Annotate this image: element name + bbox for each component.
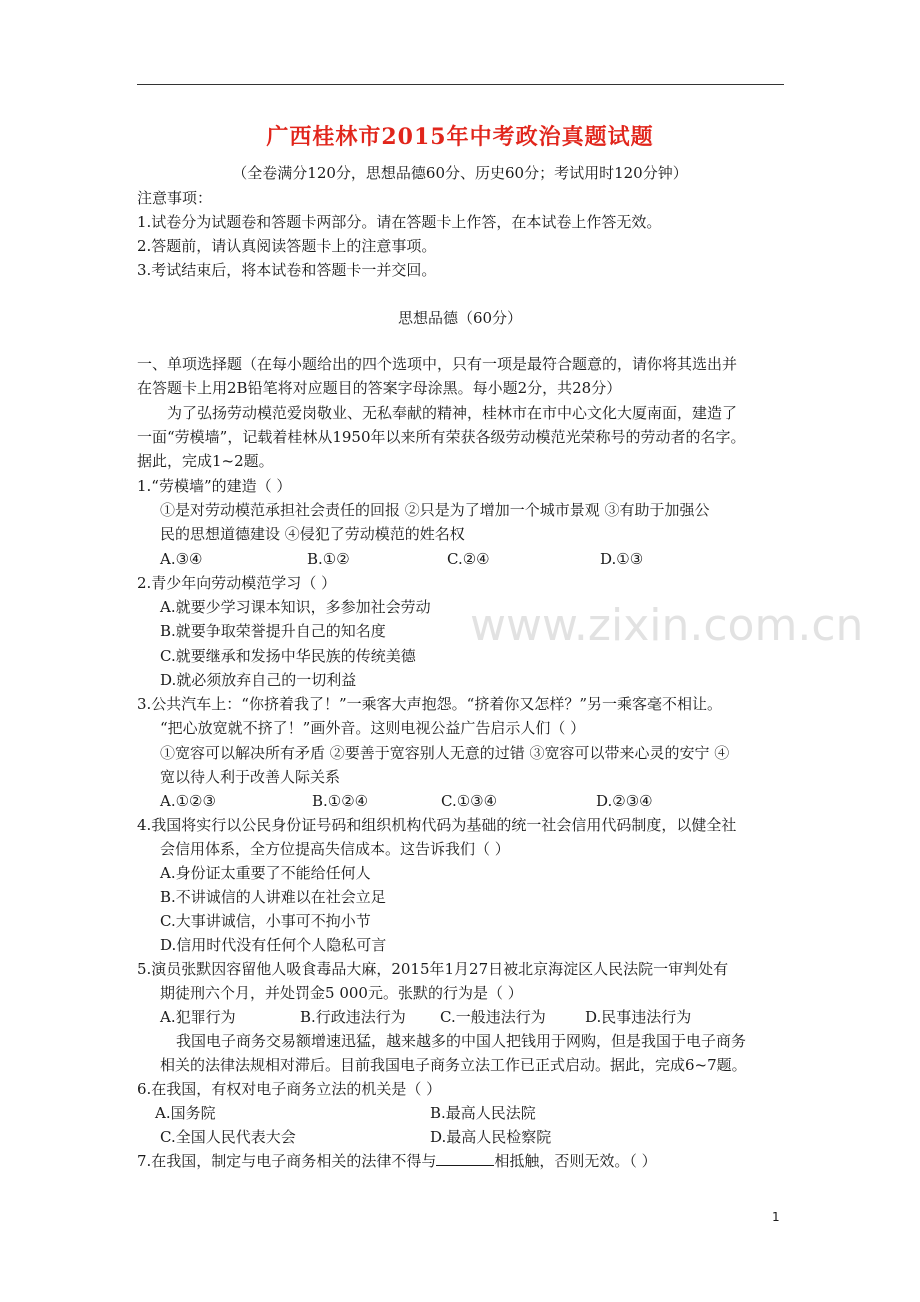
intro-passage: 一面“劳模墙”，记载着桂林从1950年以来所有荣获各级劳动模范光荣称号的劳动者的名字。	[137, 428, 746, 446]
document-title: 广西桂林市2015年中考政治真题试题	[266, 124, 654, 150]
question-1-option: D.①③	[600, 550, 644, 568]
question-3-option: A.①②③	[160, 792, 216, 810]
question-7-stem	[137, 1151, 657, 1171]
part1-heading: 一、单项选择题（在每小题给出的四个选项中，只有一项是最符合题意的，请你将其选出并	[137, 355, 738, 373]
question-6-option: D.最高人民检察院	[430, 1128, 552, 1146]
question-1-option: C.②④	[447, 550, 490, 568]
question-3-option: C.①③④	[441, 792, 498, 810]
intro-passage: 相关的法律法规相对滞后。目前我国电子商务立法工作已正式启动。据此，完成6~7题。	[160, 1056, 747, 1074]
question-1-statement: 民的思想道德建设 ④侵犯了劳动模范的姓名权	[160, 525, 465, 543]
question-3-option: D.②③④	[596, 792, 653, 810]
question-2-stem: 2.青少年向劳动模范学习（ ）	[137, 574, 337, 592]
notes-heading: 注意事项：	[137, 189, 213, 207]
question-4-stem: 会信用体系，全方位提高失信成本。这告诉我们（ ）	[160, 840, 510, 858]
question-4-option: B.不讲诚信的人讲难以在社会立足	[160, 888, 386, 906]
question-6-option: B.最高人民法院	[430, 1104, 536, 1122]
note-item: 3.考试结束后，将本试卷和答题卡一并交回。	[137, 261, 437, 279]
part1-heading: 在答题卡上用2B铅笔将对应题目的答案字母涂黑。每小题2分，共28分）	[137, 379, 622, 397]
intro-passage: 为了弘扬劳动模范爱岗敬业、无私奉献的精神，桂林市在市中心文化大厦南面，建造了	[167, 404, 738, 422]
answer-blank	[436, 1151, 494, 1166]
question-4-option: D.信用时代没有任何个人隐私可言	[160, 936, 387, 954]
page-number: 1	[772, 1210, 780, 1224]
section-title: 思想品德（60分）	[397, 309, 523, 327]
question-4-option: A.身份证太重要了不能给任何人	[160, 864, 371, 882]
question-1-option: A.③④	[160, 550, 203, 568]
question-3-option: B.①②④	[312, 792, 369, 810]
question-3-stem: “把心放宽就不挤了！”画外音。这则电视公益广告启示人们（ ）	[160, 719, 586, 737]
question-4-stem: 4.我国将实行以公民身份证号码和组织机构代码为基础的统一社会信用代码制度，以健全社	[137, 816, 737, 834]
question-7-stem-after: 相抵触，否则无效。（ ）	[494, 1152, 657, 1170]
note-item: 1.试卷分为试题卷和答题卡两部分。请在答题卡上作答，在本试卷上作答无效。	[137, 213, 662, 231]
question-2-option: D.就必须放弃自己的一切利益	[160, 671, 357, 689]
intro-passage: 我国电子商务交易额增速迅猛，越来越多的中国人把钱用于网购，但是我国于电子商务	[176, 1032, 747, 1050]
question-1-option: B.①②	[307, 550, 350, 568]
question-2-option: B.就要争取荣誉提升自己的知名度	[160, 622, 386, 640]
question-3-statement: 宽以待人利于改善人际关系	[160, 768, 341, 786]
document-subtitle: （全卷满分120分，思想品德60分、历史60分；考试用时120分钟）	[232, 164, 688, 182]
question-5-option: B.行政违法行为	[300, 1008, 406, 1026]
intro-passage: 据此，完成1~2题。	[137, 452, 274, 470]
question-4-option: C.大事讲诚信，小事可不拘小节	[160, 912, 371, 930]
question-3-stem: 3.公共汽车上：“你挤着我了！”一乘客大声抱怨。“挤着你又怎样？”另一乘客毫不相让。	[137, 695, 722, 713]
question-1-statement: ①是对劳动模范承担社会责任的回报 ②只是为了增加一个城市景观 ③有助于加强公	[160, 501, 710, 519]
question-5-option: C.一般违法行为	[440, 1008, 546, 1026]
question-1-stem: 1.“劳模墙”的建造（ ）	[137, 477, 292, 495]
question-6-option: A.国务院	[155, 1104, 216, 1122]
question-5-stem: 5.演员张默因容留他人吸食毒品大麻，2015年1月27日被北京海淀区人民法院一审判处有	[137, 960, 729, 978]
top-rule	[137, 84, 784, 85]
question-6-stem: 6.在我国，有权对电子商务立法的机关是（ ）	[137, 1080, 442, 1098]
question-7-stem-before: 7.在我国，制定与电子商务相关的法律不得与	[137, 1152, 437, 1170]
question-5-option: D.民事违法行为	[585, 1008, 692, 1026]
watermark: www.zixin.com.cn	[470, 600, 864, 651]
question-2-option: C.就要继承和发扬中华民族的传统美德	[160, 647, 416, 665]
question-2-option: A.就要少学习课本知识，多参加社会劳动	[160, 598, 431, 616]
question-5-option: A.犯罪行为	[160, 1008, 236, 1026]
question-6-option: C.全国人民代表大会	[160, 1128, 296, 1146]
question-5-stem: 期徒刑六个月，并处罚金5 000元。张默的行为是（ ）	[160, 984, 523, 1002]
note-item: 2.答题前，请认真阅读答题卡上的注意事项。	[137, 237, 437, 255]
question-3-statement: ①宽容可以解决所有矛盾 ②要善于宽容别人无意的过错 ③宽容可以带来心灵的安宁 ④	[160, 744, 730, 762]
